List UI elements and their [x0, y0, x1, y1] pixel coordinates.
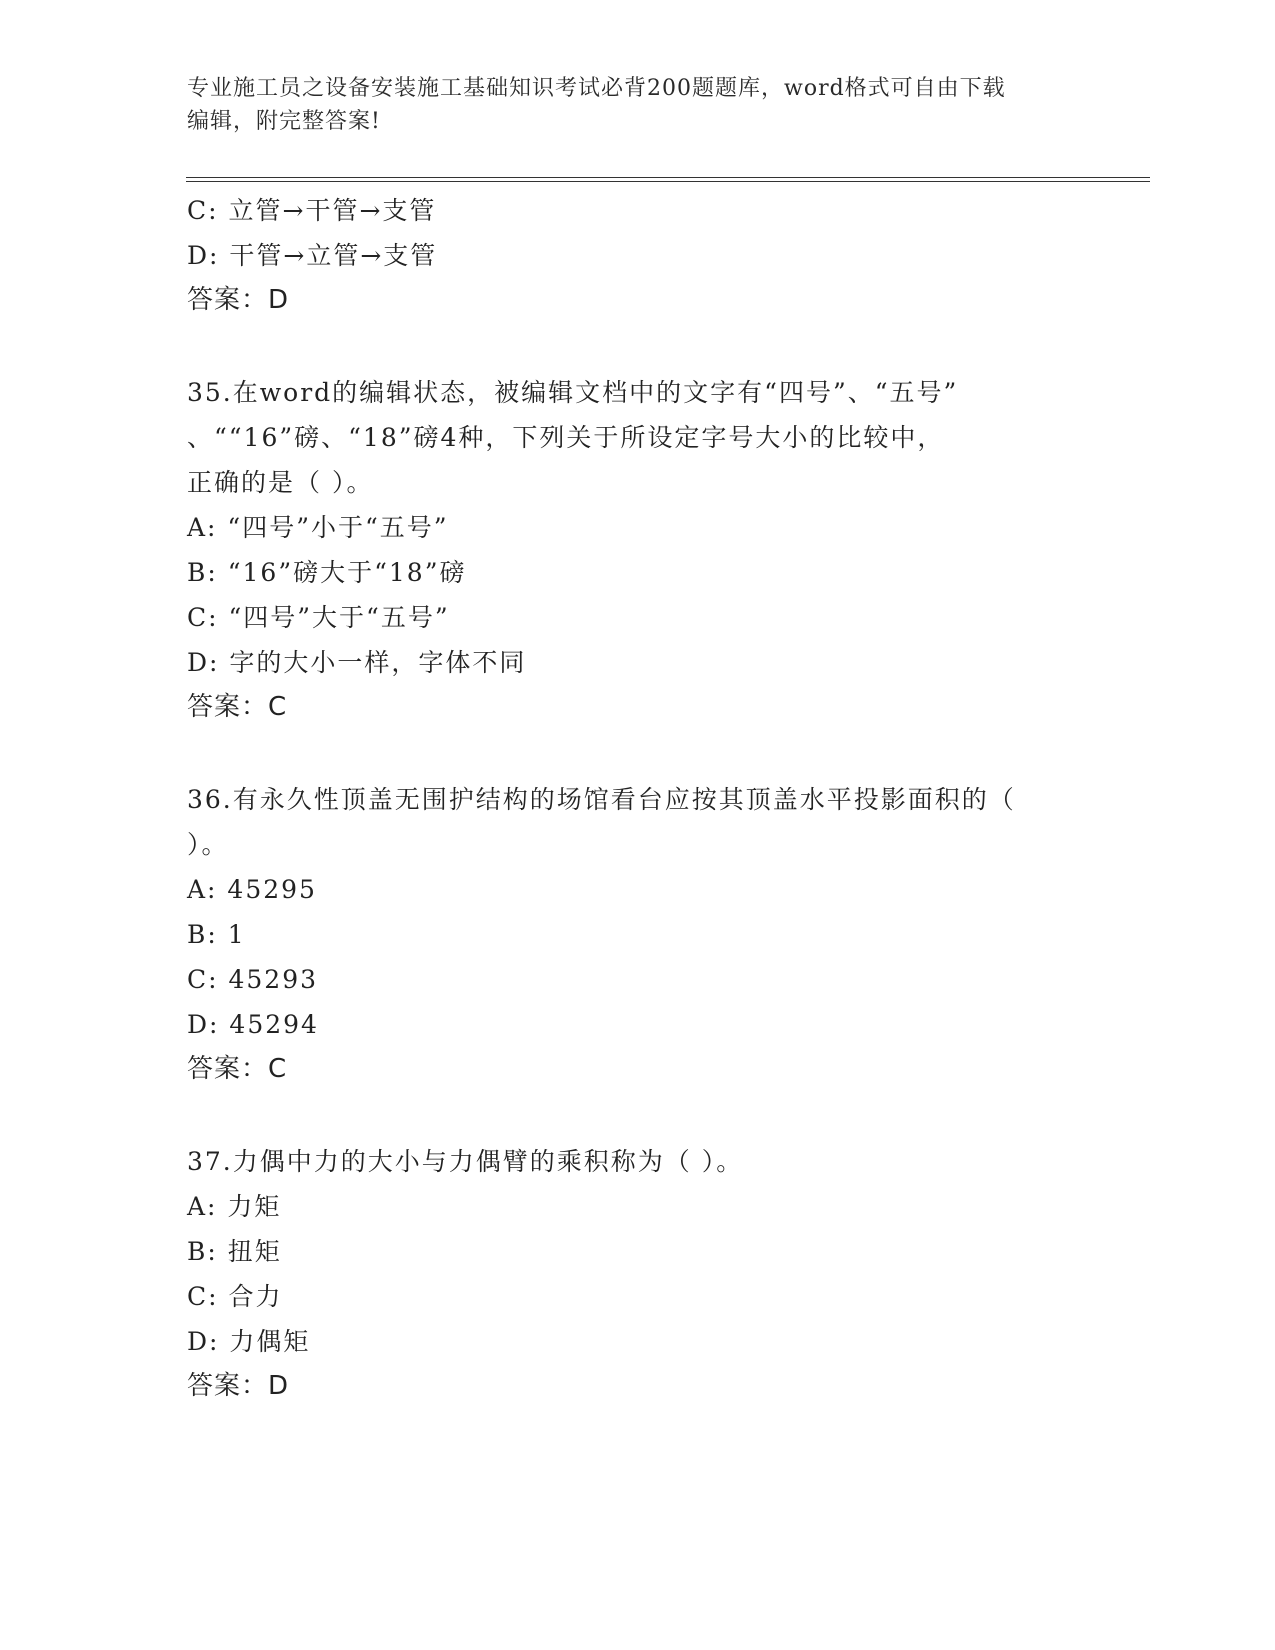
question-text-line: 、““16”磅、“18”磅4种，下列关于所设定字号大小的比较中， [187, 423, 945, 452]
option-b: B: “16”磅大于“18”磅 [187, 558, 467, 587]
spacer [187, 730, 1087, 777]
option-c: C: 立管→干管→支管 [187, 196, 437, 225]
spacer [187, 323, 1087, 370]
question-text-line: 36.有永久性顶盖无围护结构的场馆看台应按其顶盖水平投影面积的（ [187, 785, 1016, 814]
answer-line: 答案：C [187, 692, 288, 722]
option-a: A: 45295 [187, 875, 317, 904]
header-rule-bottom [186, 181, 1150, 182]
option-d: D: 45294 [187, 1010, 319, 1039]
option-c: C: “四号”大于“五号” [187, 603, 450, 632]
question-block-35 [187, 370, 1087, 730]
option-c: C: 45293 [187, 965, 319, 994]
question-text-line: 37.力偶中力的大小与力偶臂的乘积称为（ ）。 [187, 1147, 744, 1176]
option-a: A: 力矩 [187, 1192, 282, 1221]
answer-line: 答案：D [187, 1371, 290, 1401]
question-block-34 [187, 188, 1087, 323]
option-b: B: 1 [187, 920, 246, 949]
option-d: D: 字的大小一样，字体不同 [187, 648, 527, 677]
option-a: A: “四号”小于“五号” [187, 513, 449, 542]
answer-line: 答案：C [187, 1054, 288, 1084]
header-title-line-2: 编辑，附完整答案! [187, 109, 381, 134]
question-block-36 [187, 777, 1087, 1092]
question-text-line: 正确的是（ ）。 [187, 468, 374, 497]
question-block-37 [187, 1139, 1087, 1409]
option-d: D: 干管→立管→支管 [187, 241, 438, 270]
question-text-line: 35.在word的编辑状态，被编辑文档中的文字有“四号”、“五号” [187, 378, 959, 407]
answer-line: 答案：D [187, 285, 290, 315]
document-body [187, 188, 1087, 1409]
header-title-line-1: 专业施工员之设备安装施工基础知识考试必背200题题库，word格式可自由下载 [187, 76, 1006, 101]
document-header [187, 72, 1067, 138]
option-c: C: 合力 [187, 1282, 283, 1311]
option-d: D: 力偶矩 [187, 1327, 311, 1356]
header-rule-top [186, 177, 1150, 178]
spacer [187, 1092, 1087, 1139]
question-text-line: ）。 [187, 830, 229, 859]
option-b: B: 扭矩 [187, 1237, 282, 1266]
